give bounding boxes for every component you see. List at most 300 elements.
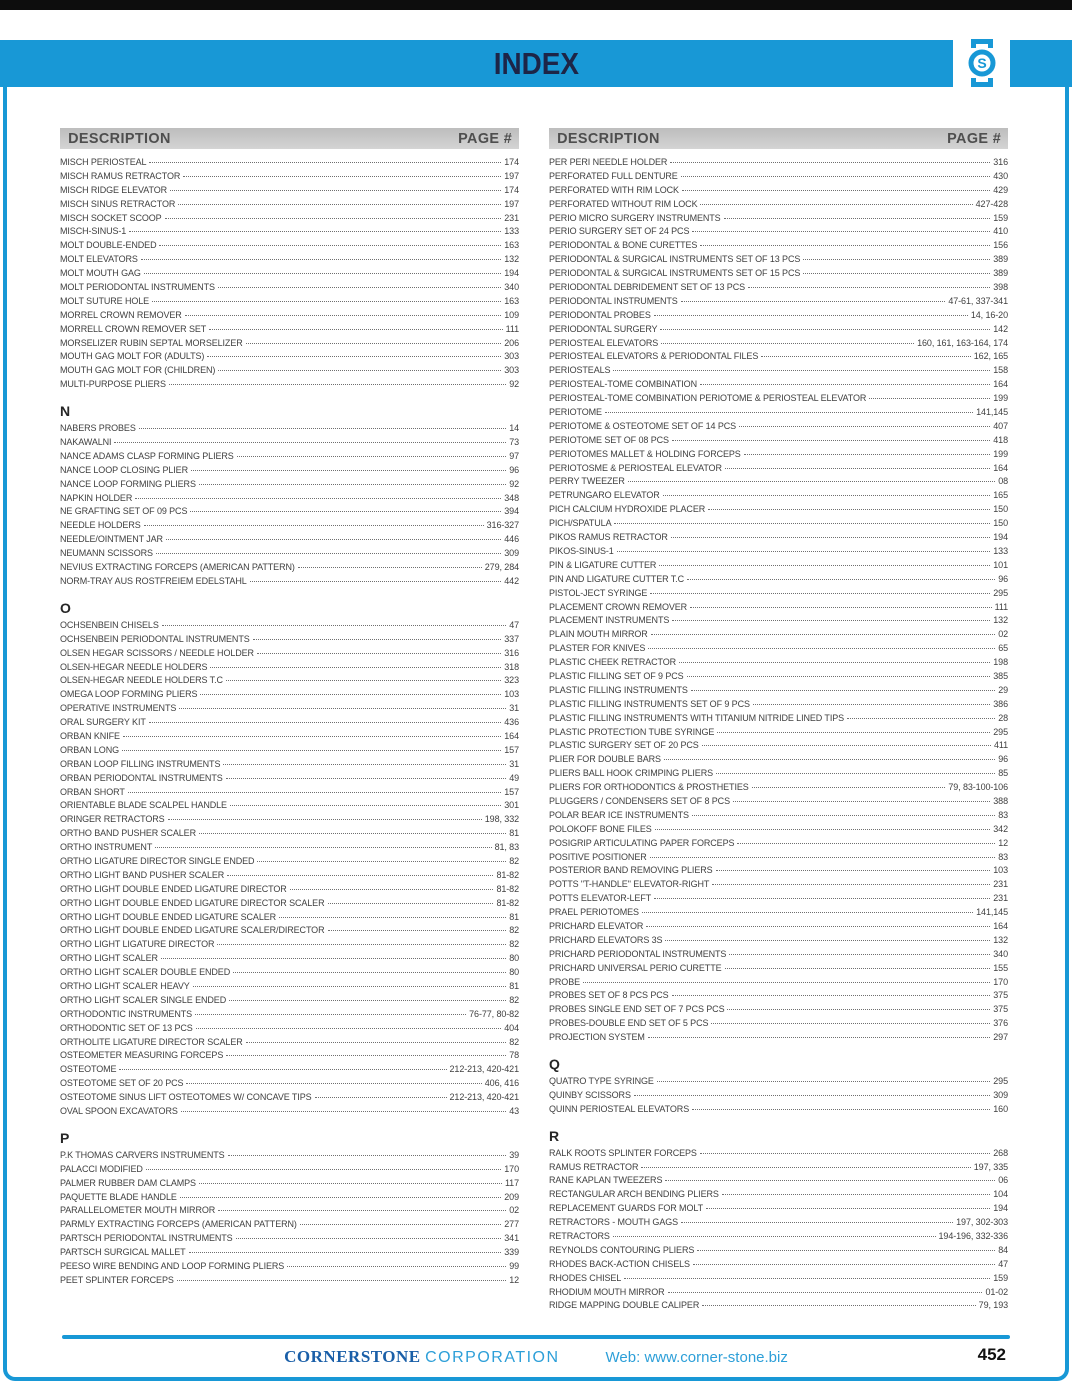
dotted-leader xyxy=(670,162,990,163)
index-entry xyxy=(60,324,519,338)
index-entry xyxy=(60,814,519,828)
entry-page-number: 316 xyxy=(993,157,1008,167)
entry-description: REPLACEMENT GUARDS FOR MOLT xyxy=(549,1203,703,1214)
footer-rule xyxy=(62,1335,1010,1339)
entry-description: OPERATIVE INSTRUMENTS xyxy=(60,703,177,714)
entry-page-number: 83 xyxy=(998,809,1008,820)
entry-page-number: 197 xyxy=(504,198,519,209)
dotted-leader xyxy=(177,1280,506,1281)
entry-page-number: 39 xyxy=(509,1149,519,1160)
dotted-leader xyxy=(178,204,501,205)
index-entry xyxy=(549,338,1008,352)
index-entry xyxy=(549,282,1008,296)
entry-description: MISCH PERIOSTEAL xyxy=(60,157,147,167)
index-entry xyxy=(60,1178,519,1192)
entry-description: ORIENTABLE BLADE SCALPEL HANDLE xyxy=(60,800,227,811)
index-entry xyxy=(60,1219,519,1233)
column-header-bar xyxy=(549,128,1008,149)
dotted-leader xyxy=(237,456,507,457)
dotted-leader xyxy=(664,759,995,760)
index-entry xyxy=(60,1164,519,1178)
entry-description: PERIOTOME & OSTEOTOME SET OF 14 PCS xyxy=(549,420,737,431)
dotted-leader xyxy=(727,1009,990,1010)
entry-page-number: 446 xyxy=(504,534,519,545)
index-entry xyxy=(60,226,519,240)
index-entry xyxy=(549,185,1008,199)
dotted-leader xyxy=(654,315,968,316)
entry-description: NAPKIN HOLDER xyxy=(60,492,133,503)
entry-page-number: 81, 83 xyxy=(494,842,519,853)
dotted-leader xyxy=(869,398,990,399)
entry-description: ORTHO LIGHT SCALER DOUBLE ENDED xyxy=(60,967,231,978)
index-entry xyxy=(549,1090,1008,1104)
entry-page-number: 164 xyxy=(504,730,519,741)
dotted-leader xyxy=(315,1097,447,1098)
dotted-leader xyxy=(651,634,995,635)
dotted-leader xyxy=(650,857,996,858)
dotted-leader xyxy=(706,1208,990,1209)
entry-description: ORAL SURGERY KIT xyxy=(60,717,146,728)
entry-page-number: 83 xyxy=(998,851,1008,862)
entry-page-number: 101 xyxy=(993,559,1008,570)
index-entry xyxy=(60,351,519,365)
dotted-leader xyxy=(217,944,506,945)
entry-page-number: 132 xyxy=(993,934,1008,945)
dotted-leader xyxy=(641,1167,970,1168)
entry-description: PIKOS-SINUS-1 xyxy=(549,545,614,556)
index-entry xyxy=(549,518,1008,532)
entry-page-number: 79, 83-100-106 xyxy=(948,782,1008,793)
entry-description: PROBES SINGLE END SET OF 7 PCS PCS xyxy=(549,1004,725,1015)
page-footer xyxy=(0,1335,1072,1367)
index-entry xyxy=(549,476,1008,490)
index-entry xyxy=(549,393,1008,407)
index-entry xyxy=(549,990,1008,1004)
entry-page-number: 159 xyxy=(993,212,1008,223)
entry-page-number: 81 xyxy=(509,911,519,922)
index-entry xyxy=(549,657,1008,671)
entry-description: MISCH SOCKET SCOOP xyxy=(60,212,162,223)
entry-page-number: 164 xyxy=(993,462,1008,473)
entry-page-number: 14 xyxy=(509,423,519,434)
index-entry xyxy=(549,1032,1008,1046)
entry-description: RANE KAPLAN TWEEZERS xyxy=(549,1175,663,1186)
entry-description: PETRUNGARO ELEVATOR xyxy=(549,490,660,501)
entry-description: OSTEOTOME SINUS LIFT OSTEOTOMES W/ CONCAVE TIPS xyxy=(60,1092,312,1103)
entry-page-number: 194-196, 332-336 xyxy=(938,1231,1008,1242)
dotted-leader xyxy=(161,958,506,959)
dotted-leader xyxy=(648,1037,990,1038)
dotted-leader xyxy=(169,384,506,385)
dotted-leader xyxy=(803,259,990,260)
entry-page-number: 160, 161, 163-164, 174 xyxy=(917,337,1008,348)
index-entry xyxy=(549,838,1008,852)
entry-page-number: 159 xyxy=(993,1272,1008,1283)
dotted-leader xyxy=(179,708,506,709)
index-entry xyxy=(549,1287,1008,1301)
entry-page-number: 164 xyxy=(993,920,1008,931)
dotted-leader xyxy=(681,1222,953,1223)
index-entry xyxy=(60,465,519,479)
entry-page-number: 430 xyxy=(993,170,1008,181)
entry-description: PERIOTOSME & PERIOSTEAL ELEVATOR xyxy=(549,462,722,473)
dotted-leader xyxy=(199,833,506,834)
index-entry xyxy=(60,1192,519,1206)
entry-description: PLIER FOR DOUBLE BARS xyxy=(549,754,661,765)
entry-description: ORTHO LIGATURE DIRECTOR SINGLE ENDED xyxy=(60,855,255,866)
entry-page-number: 117 xyxy=(504,1177,519,1188)
entry-page-number: 199 xyxy=(993,448,1008,459)
entry-description: RHODES CHISEL xyxy=(549,1272,622,1283)
entry-description: POLOKOFF BONE FILES xyxy=(549,823,652,834)
entry-page-number: 295 xyxy=(993,1076,1008,1086)
entry-description: PLIERS FOR ORTHODONTICS & PROSTHETIES xyxy=(549,782,749,793)
entry-page-number: 82 xyxy=(509,855,519,866)
entry-description: MOUTH GAG MOLT FOR (ADULTS) xyxy=(60,351,205,362)
dotted-leader xyxy=(748,287,990,288)
index-entry xyxy=(60,185,519,199)
dotted-leader xyxy=(697,1250,995,1251)
index-entry xyxy=(60,939,519,953)
entry-page-number: 316 xyxy=(504,647,519,658)
entry-page-number: 14, 16-20 xyxy=(970,309,1008,320)
cornerstone-logo xyxy=(953,31,1010,95)
entry-description: PLASTIC FILLING INSTRUMENTS xyxy=(549,684,688,695)
dotted-leader xyxy=(712,884,990,885)
entry-page-number: 303 xyxy=(504,365,519,376)
entry-page-number: 268 xyxy=(993,1147,1008,1158)
index-entry xyxy=(549,226,1008,240)
entry-description: PIN AND LIGATURE CUTTER T.C xyxy=(549,573,684,584)
entry-page-number: 442 xyxy=(504,575,519,586)
index-entry xyxy=(60,662,519,676)
entry-description: RHODIUM MOUTH MIRROR xyxy=(549,1286,665,1297)
entry-description: OLSEN-HEGAR NEEDLE HOLDERS T.C xyxy=(60,675,223,686)
dotted-leader xyxy=(196,1028,502,1029)
index-entry xyxy=(549,754,1008,768)
index-entry xyxy=(60,981,519,995)
entry-description: PERIOSTEAL-TOME COMBINATION xyxy=(549,379,697,390)
dotted-leader xyxy=(642,912,973,913)
entry-description: REYNOLDS CONTOURING PLIERS xyxy=(549,1244,695,1255)
entry-description: PERIOTOME xyxy=(549,407,602,418)
entry-description: PERIODONTAL DEBRIDEMENT SET OF 13 PCS xyxy=(549,282,746,293)
page-title: INDEX xyxy=(493,45,579,81)
index-entry xyxy=(60,787,519,801)
entry-description: PROBE xyxy=(549,976,581,987)
index-entry xyxy=(549,490,1008,504)
index-entry xyxy=(549,560,1008,574)
entry-page-number: 165 xyxy=(993,490,1008,501)
entry-page-number: 198, 332 xyxy=(484,814,519,825)
entry-page-number: 79, 193 xyxy=(978,1300,1008,1311)
dotted-leader xyxy=(186,1083,481,1084)
dotted-leader xyxy=(690,607,992,608)
index-entry xyxy=(549,935,1008,949)
entry-page-number: 394 xyxy=(504,506,519,517)
index-entry xyxy=(549,852,1008,866)
index-entry xyxy=(60,506,519,520)
entry-page-number: 96 xyxy=(509,464,519,475)
entry-page-number: 82 xyxy=(509,925,519,936)
entry-page-number: 76-77, 80-82 xyxy=(469,1008,519,1019)
entry-page-number: 78 xyxy=(509,1050,519,1061)
entry-page-number: 142 xyxy=(993,323,1008,334)
index-entry xyxy=(60,365,519,379)
entry-description: MOLT ELEVATORS xyxy=(60,254,138,265)
entry-page-number: 194 xyxy=(993,1203,1008,1214)
index-entry xyxy=(549,435,1008,449)
dotted-leader xyxy=(605,412,973,413)
entry-page-number: 197, 335 xyxy=(973,1161,1008,1172)
dotted-leader xyxy=(693,1264,995,1265)
entry-description: QUINN PERIOSTEAL ELEVATORS xyxy=(549,1103,690,1114)
index-entry xyxy=(549,324,1008,338)
dotted-leader xyxy=(583,982,990,983)
entry-page-number: 318 xyxy=(504,661,519,672)
index-entry xyxy=(60,213,519,227)
index-entry xyxy=(549,532,1008,546)
entry-page-number: 295 xyxy=(993,587,1008,598)
entry-page-number: 28 xyxy=(998,712,1008,723)
index-entry xyxy=(60,717,519,731)
index-entry xyxy=(549,865,1008,879)
dotted-leader xyxy=(700,245,990,246)
dotted-leader xyxy=(279,917,506,918)
entry-page-number: 231 xyxy=(993,879,1008,890)
index-entry xyxy=(549,1245,1008,1259)
dotted-leader xyxy=(803,273,990,274)
dotted-leader xyxy=(236,1238,502,1239)
index-entry xyxy=(549,1104,1008,1118)
index-entry xyxy=(549,921,1008,935)
entry-page-number: 81 xyxy=(509,980,519,991)
entry-description: RHODES BACK-ACTION CHISELS xyxy=(549,1258,690,1269)
index-entry xyxy=(60,1275,519,1289)
dotted-leader xyxy=(717,732,990,733)
entry-description: PRICHARD ELEVATORS 3S xyxy=(549,934,663,945)
index-entry xyxy=(60,562,519,576)
index-entry xyxy=(60,171,519,185)
index-entry xyxy=(60,745,519,759)
index-entry xyxy=(549,365,1008,379)
dotted-leader xyxy=(193,986,507,987)
entry-page-number: 297 xyxy=(993,1032,1008,1043)
index-entry xyxy=(60,773,519,787)
dotted-leader xyxy=(681,176,991,177)
entry-page-number: 212-213, 420-421 xyxy=(449,1064,519,1075)
dotted-leader xyxy=(700,384,990,385)
entry-description: PLASTIC CHEEK RETRACTOR xyxy=(549,657,677,668)
entry-description: PEET SPLINTER FORCEPS xyxy=(60,1274,174,1285)
entry-description: RETRACTORS - MOUTH GAGS xyxy=(549,1217,679,1228)
dotted-leader xyxy=(300,1224,501,1225)
entry-description: PERIODONTAL & SURGICAL INSTRUMENTS SET OF 13 PCS xyxy=(549,254,801,265)
dotted-leader xyxy=(681,301,946,302)
index-entry xyxy=(549,963,1008,977)
dotted-leader xyxy=(250,581,502,582)
dotted-leader xyxy=(761,356,971,357)
dotted-leader xyxy=(847,718,995,719)
dotted-leader xyxy=(722,1194,991,1195)
index-column-left xyxy=(60,128,519,1314)
index-entry xyxy=(60,493,519,507)
entry-description: PISTOL-JECT SYRINGE xyxy=(549,587,648,598)
dotted-leader xyxy=(246,343,502,344)
index-entry xyxy=(549,629,1008,643)
index-entry xyxy=(60,884,519,898)
entry-page-number: 163 xyxy=(504,295,519,306)
dotted-leader xyxy=(180,1197,502,1198)
index-entry xyxy=(549,157,1008,171)
index-entry xyxy=(549,463,1008,477)
column-header-description: DESCRIPTION xyxy=(68,130,171,147)
index-entry xyxy=(60,925,519,939)
entry-page-number: 103 xyxy=(993,865,1008,876)
entry-description: PICH CALCIUM HYDROXIDE PLACER xyxy=(549,504,706,515)
index-entry xyxy=(60,423,519,437)
entry-page-number: 340 xyxy=(993,948,1008,959)
dotted-leader xyxy=(152,301,501,302)
index-entry xyxy=(60,1106,519,1120)
entry-description: QUATRO TYPE SYRINGE xyxy=(549,1076,654,1086)
dotted-leader xyxy=(223,764,506,765)
dotted-leader xyxy=(687,579,995,580)
entry-description: NANCE LOOP CLOSING PLIER xyxy=(60,464,188,475)
index-entry xyxy=(60,1023,519,1037)
index-entry xyxy=(60,379,519,393)
entry-description: ORTHO BAND PUSHER SCALER xyxy=(60,828,196,839)
entry-description: PERIODONTAL INSTRUMENTS xyxy=(549,295,678,306)
dotted-leader xyxy=(657,1081,990,1082)
index-entry xyxy=(549,588,1008,602)
index-entry xyxy=(549,351,1008,365)
dotted-leader xyxy=(661,343,914,344)
index-content xyxy=(60,128,1008,1314)
dotted-leader xyxy=(692,815,995,816)
entry-page-number: 341 xyxy=(504,1233,519,1244)
entry-description: PERIOSTEALS xyxy=(549,365,611,376)
index-entry xyxy=(549,740,1008,754)
entry-description: ORINGER RETRACTORS xyxy=(60,814,165,825)
dotted-leader xyxy=(191,470,506,471)
index-entry xyxy=(60,689,519,703)
index-entry xyxy=(60,1205,519,1219)
entry-page-number: 141,145 xyxy=(976,407,1008,418)
dotted-leader xyxy=(128,792,502,793)
entry-page-number: 164 xyxy=(993,379,1008,390)
entry-page-number: 82 xyxy=(509,994,519,1005)
entry-page-number: 410 xyxy=(993,226,1008,237)
dotted-leader xyxy=(189,1252,502,1253)
entry-page-number: 209 xyxy=(504,1191,519,1202)
index-entry xyxy=(60,240,519,254)
index-entry xyxy=(549,1076,1008,1090)
entry-description: PER PERI NEEDLE HOLDER xyxy=(549,157,668,167)
index-entry xyxy=(60,1037,519,1051)
entry-description: PERFORATED FULL DENTURE xyxy=(549,170,678,181)
entry-page-number: 111 xyxy=(994,601,1008,612)
index-entry xyxy=(549,199,1008,213)
entry-description: ORTHO LIGHT SCALER SINGLE ENDED xyxy=(60,994,227,1005)
header-band xyxy=(0,40,1072,87)
entry-description: ORTHO LIGHT SCALER HEAVY xyxy=(60,980,190,991)
entry-page-number: 73 xyxy=(509,437,519,448)
dotted-leader xyxy=(226,1055,506,1056)
dotted-leader xyxy=(613,370,990,371)
entry-description: PLASTIC FILLING INSTRUMENTS SET OF 9 PCS xyxy=(549,698,750,709)
entry-page-number: 12 xyxy=(998,837,1008,848)
entry-description: ORTHO LIGHT LIGATURE DIRECTOR xyxy=(60,939,215,950)
index-entry xyxy=(60,157,519,171)
dotted-leader xyxy=(139,428,506,429)
entry-description: RETRACTORS xyxy=(549,1231,610,1242)
index-entry xyxy=(60,254,519,268)
entry-description: PERIODONTAL PROBES xyxy=(549,309,651,320)
entry-page-number: 111 xyxy=(505,323,519,334)
entry-page-number: 29 xyxy=(998,684,1008,695)
entry-description: MOLT MOUTH GAG xyxy=(60,268,141,279)
entry-description: ORTHODONTIC SET OF 13 PCS xyxy=(60,1022,193,1033)
entry-description: NEUMANN SCISSORS xyxy=(60,548,153,559)
index-entry xyxy=(60,995,519,1009)
index-entry xyxy=(60,648,519,662)
dotted-leader xyxy=(149,162,501,163)
index-entry xyxy=(60,282,519,296)
entry-description: MOUTH GAG MOLT FOR (CHILDREN) xyxy=(60,365,216,376)
index-entry xyxy=(549,407,1008,421)
entry-description: OCHSENBEIN CHISELS xyxy=(60,619,159,630)
dotted-leader xyxy=(146,1169,502,1170)
entry-page-number: 08 xyxy=(998,476,1008,487)
entry-page-number: 81 xyxy=(509,828,519,839)
entry-description: MISCH SINUS RETRACTOR xyxy=(60,198,176,209)
entry-description: MOLT PERIODONTAL INSTRUMENTS xyxy=(60,282,215,293)
entry-page-number: 170 xyxy=(993,976,1008,987)
entry-description: QUINBY SCISSORS xyxy=(549,1089,631,1100)
entry-description: PAQUETTE BLADE HANDLE xyxy=(60,1191,177,1202)
entry-page-number: 429 xyxy=(993,184,1008,195)
index-entry xyxy=(549,1300,1008,1314)
entry-page-number: 96 xyxy=(998,754,1008,765)
dotted-leader xyxy=(700,1153,990,1154)
index-entry xyxy=(549,1231,1008,1245)
dotted-leader xyxy=(613,1236,936,1237)
index-entry xyxy=(60,296,519,310)
entry-page-number: 160 xyxy=(993,1103,1008,1114)
index-entry xyxy=(549,602,1008,616)
entry-description: PLACEMENT INSTRUMENTS xyxy=(549,615,670,626)
dotted-leader xyxy=(257,653,501,654)
dotted-leader xyxy=(200,694,501,695)
footer-web-link[interactable]: Web: www.corner-stone.biz xyxy=(605,1349,788,1366)
dotted-leader xyxy=(181,1111,506,1112)
entry-page-number: 141,145 xyxy=(976,907,1008,918)
entry-page-number: 316-327 xyxy=(486,520,519,531)
index-entry xyxy=(60,634,519,648)
dotted-leader xyxy=(119,1069,446,1070)
dotted-leader xyxy=(166,539,501,540)
index-entry xyxy=(549,1273,1008,1287)
index-entry xyxy=(60,1009,519,1023)
entry-page-number: 103 xyxy=(504,689,519,700)
entry-page-number: 411 xyxy=(993,740,1008,751)
dotted-leader xyxy=(687,676,991,677)
index-entry xyxy=(60,870,519,884)
dotted-leader xyxy=(209,329,502,330)
entry-page-number: 199 xyxy=(993,393,1008,404)
dotted-leader xyxy=(752,787,946,788)
